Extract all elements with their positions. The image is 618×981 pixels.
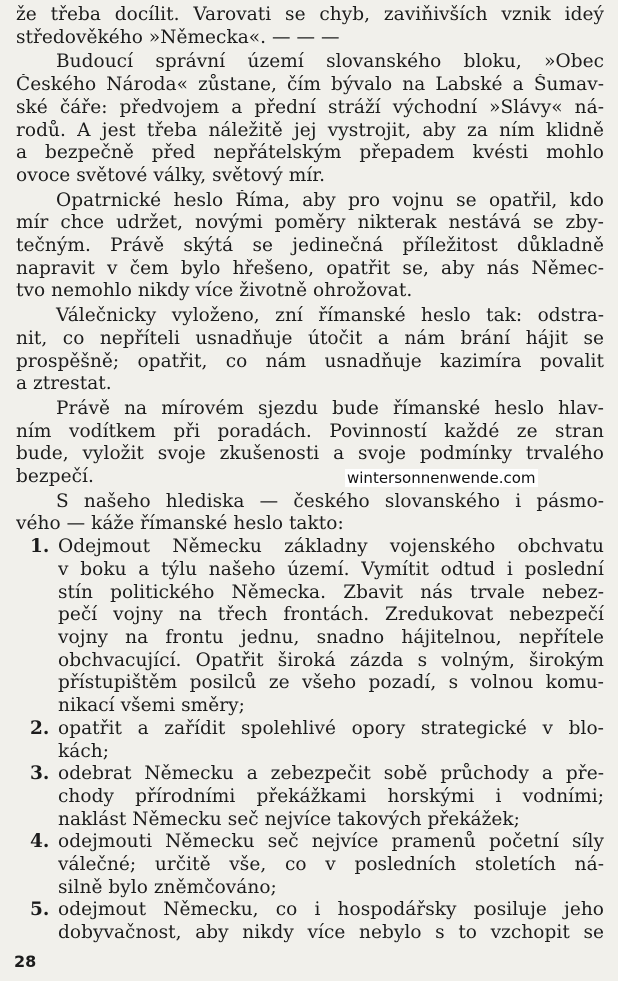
- numbered-list: [16, 536, 604, 945]
- text-line: bezpečí.: [16, 466, 94, 488]
- text-line: ské čáře: předvojem a přední stráží východní »Slávy« ná-: [16, 96, 604, 118]
- text-line: ním vodítkem při poradách. Povinností každé ze stran: [16, 420, 604, 442]
- list-item-number: 2.: [30, 717, 50, 739]
- text-line: válečné; určitě vše, co v posledních stoletích ná-: [58, 854, 604, 876]
- list-item: [16, 718, 604, 763]
- text-line: nikací všemi směry;: [58, 695, 245, 717]
- text-line: kách;: [58, 740, 109, 762]
- body-text: [16, 4, 604, 536]
- paragraph: [16, 491, 604, 536]
- list-item-number: 5.: [30, 899, 50, 921]
- text-line: vojny na frontu jednu, snadno hájitelnou, nepřítele: [58, 626, 604, 648]
- text-line: tvo nemohlo nikdy více životně ohrožovat.: [16, 280, 413, 302]
- text-line: opatřit a zařídit spolehlivé opory strategické v blo-: [58, 717, 604, 739]
- text-line: a ztrestat.: [16, 373, 112, 395]
- text-line: chody přírodními překážkami horskými i vodními;: [58, 785, 604, 807]
- text-line: vého — káže římanské heslo takto:: [16, 513, 344, 535]
- text-line: že třeba docílit. Varovati se chyb, zaviňivších vznik ideý: [16, 4, 604, 25]
- paragraph: [16, 190, 604, 304]
- text-line: nit, co nepříteli usnadňuje útočit a nám brání hájit se: [16, 327, 604, 349]
- text-line: naklást Německu seč nejvíce takových překážek;: [58, 808, 520, 830]
- text-line: v boku a týlu našeho území. Vymítit odtud i poslední: [58, 558, 604, 580]
- text-line: přístupištěm posilců ze všeho pozadí, s volnou komu-: [58, 672, 604, 694]
- text-line: tečným. Právě skýtá se jedinečná příležitost důkladně: [16, 235, 604, 257]
- text-line: Odejmout Německu základny vojenského obchvatu: [58, 536, 604, 558]
- list-item: [16, 899, 604, 944]
- text-line: pečí vojny na třech frontách. Zredukovat nebezpečí: [58, 604, 604, 626]
- text-line: rodů. A jest třeba náležitě jej vystrojit, aby za ním klidně: [16, 119, 604, 141]
- text-line: Opatrnické heslo Říma, aby pro vojnu se opatřil, kdo: [56, 189, 604, 211]
- list-item-number: 3.: [30, 763, 50, 785]
- text-line: Budoucí správní území slovanského bloku, »Obec: [56, 51, 604, 73]
- text-line: Válečnicky vyloženo, zní římanské heslo tak: odstra-: [56, 305, 604, 327]
- paragraph: [16, 305, 604, 396]
- text-line: prospěšně; opatřit, co nám usnadňuje kazimíra povalit: [16, 350, 604, 372]
- list-item: [16, 763, 604, 831]
- text-line: odebrat Německu a zebezpečit sobě průchody a pře-: [58, 763, 604, 785]
- paragraph: [16, 4, 604, 49]
- watermark: wintersonnenwende.com: [347, 469, 536, 487]
- text-line: mír chce udržet, novými poměry nikterak nestává se zby-: [16, 212, 604, 234]
- text-line: Českého Národa« zůstane, čím bývalo na Labské a Šumav-: [16, 74, 604, 96]
- list-item: [16, 536, 604, 718]
- text-line: odejmout Německu, co i hospodářsky posiluje jeho: [58, 899, 604, 921]
- text-line: S našeho hlediska — českého slovanského i pásmo-: [56, 490, 604, 512]
- text-line: bude, vyložit svoje zkušenosti a svoje podmínky trvalého: [16, 443, 604, 465]
- list-item-number: 4.: [30, 831, 50, 853]
- list-item-number: 1.: [30, 536, 50, 558]
- page-number: 28: [14, 952, 37, 971]
- list-item: [16, 831, 604, 899]
- text-line: a bezpečně před nepřátelským přepadem kvésti mohlo: [16, 142, 604, 164]
- text-line: ovoce světové války, světový mír.: [16, 164, 326, 186]
- paragraph: [16, 51, 604, 187]
- text-line: stín politického Německa. Zbavit nás trvale nebez-: [58, 581, 604, 603]
- text-line: odejmouti Německu seč nejvíce pramenů početní síly: [58, 831, 604, 853]
- text-line: středověkého »Německa«. — — —: [16, 26, 340, 48]
- text-line: dobyvačnost, aby nikdy více nebylo s to vzchopit se: [58, 922, 604, 944]
- text-line: Právě na mírovém sjezdu bude římanské heslo hlav-: [56, 397, 604, 419]
- text-line: silně bylo zněmčováno;: [58, 876, 277, 898]
- text-line: obchvacující. Opatřit široká zázda s volným, širokým: [58, 649, 604, 671]
- text-line: napravit v čem bylo hřešeno, opatřit se, aby nás Němec-: [16, 257, 604, 279]
